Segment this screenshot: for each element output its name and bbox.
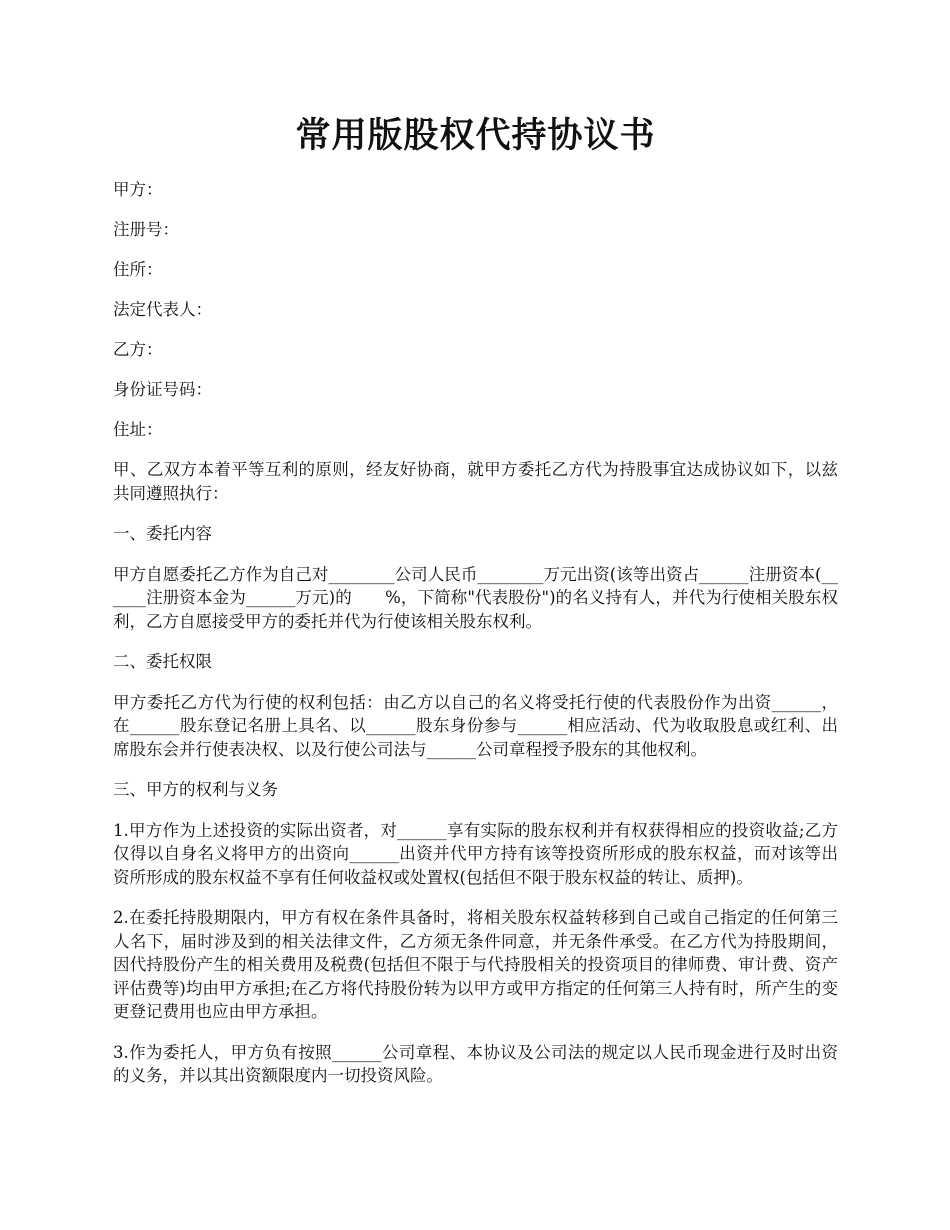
intro-paragraph: 甲、乙双方本着平等互利的原则，经友好协商，就甲方委托乙方代为持股事宜达成协议如下，以兹共同遵照执行： xyxy=(113,460,838,503)
field-id-number: 身份证号码： xyxy=(113,380,212,399)
section3-heading: 三、甲方的权利与义务 xyxy=(113,780,278,799)
section3-item-2: 2.在委托持股期限内，甲方有权在条件具备时，将相关股东权益转移到自己或自己指定的任何第三人名下，届时涉及到的相关法律文件，乙方须无条件同意，并无条件承受。在乙方代为持股期间，因代持股份产生的相关费用及税费(包括但不限于与代持股相关的投资项目的律师费、审计费、资产评估费等)均由甲方承担;在乙方将代持股份转为以甲方或甲方指定的任何第三人持有时，所产生的变更登记费用也应由甲方承担。 xyxy=(113,908,838,1021)
document-body xyxy=(113,178,838,1105)
field-domicile: 住所： xyxy=(113,260,163,279)
section2-paragraph: 甲方委托乙方代为行使的权利包括：由乙方以自己的名义将受托行使的代表股份作为出资______，在______股东登记名册上具名、以______股东身份参与______相应活动、代为收取股息或红利、出席股东会并行使表决权、以及行使公司法与______公司章程授予股东的其他权利。 xyxy=(113,692,838,759)
section3-item-3: 3.作为委托人，甲方负有按照______公司章程、本协议及公司法的规定以人民币现金进行及时出资的义务，并以其出资额限度内一切投资风险。 xyxy=(113,1042,838,1085)
field-address: 住址： xyxy=(113,420,163,439)
field-party-a: 甲方： xyxy=(113,180,163,199)
section1-paragraph: 甲方自愿委托乙方作为自己对________公司人民币________万元出资(该等出资占______注册资本(______注册资本金为______万元)的 %，下简称"代表股份")的名义持有人，并代为行使相关股东权利，乙方自愿接受甲方的委托并代为行使该相关股东权利。 xyxy=(113,564,838,631)
document-title: 常用版股权代持协议书 xyxy=(295,115,656,156)
section1-heading: 一、委托内容 xyxy=(113,524,212,543)
section2-heading: 二、委托权限 xyxy=(113,652,212,671)
field-legal-representative: 法定代表人： xyxy=(113,300,212,319)
field-party-b: 乙方： xyxy=(113,340,163,359)
field-registration-number: 注册号： xyxy=(113,220,179,239)
section3-item-1: 1.甲方作为上述投资的实际出资者，对______享有实际的股东权利并有权获得相应的投资收益;乙方仅得以自身名义将甲方的出资向______出资并代甲方持有该等投资所形成的股东权益，而对该等出资所形成的股东权益不享有任何收益权或处置权(包括但不限于股东权益的转让、质押)。 xyxy=(113,820,838,887)
